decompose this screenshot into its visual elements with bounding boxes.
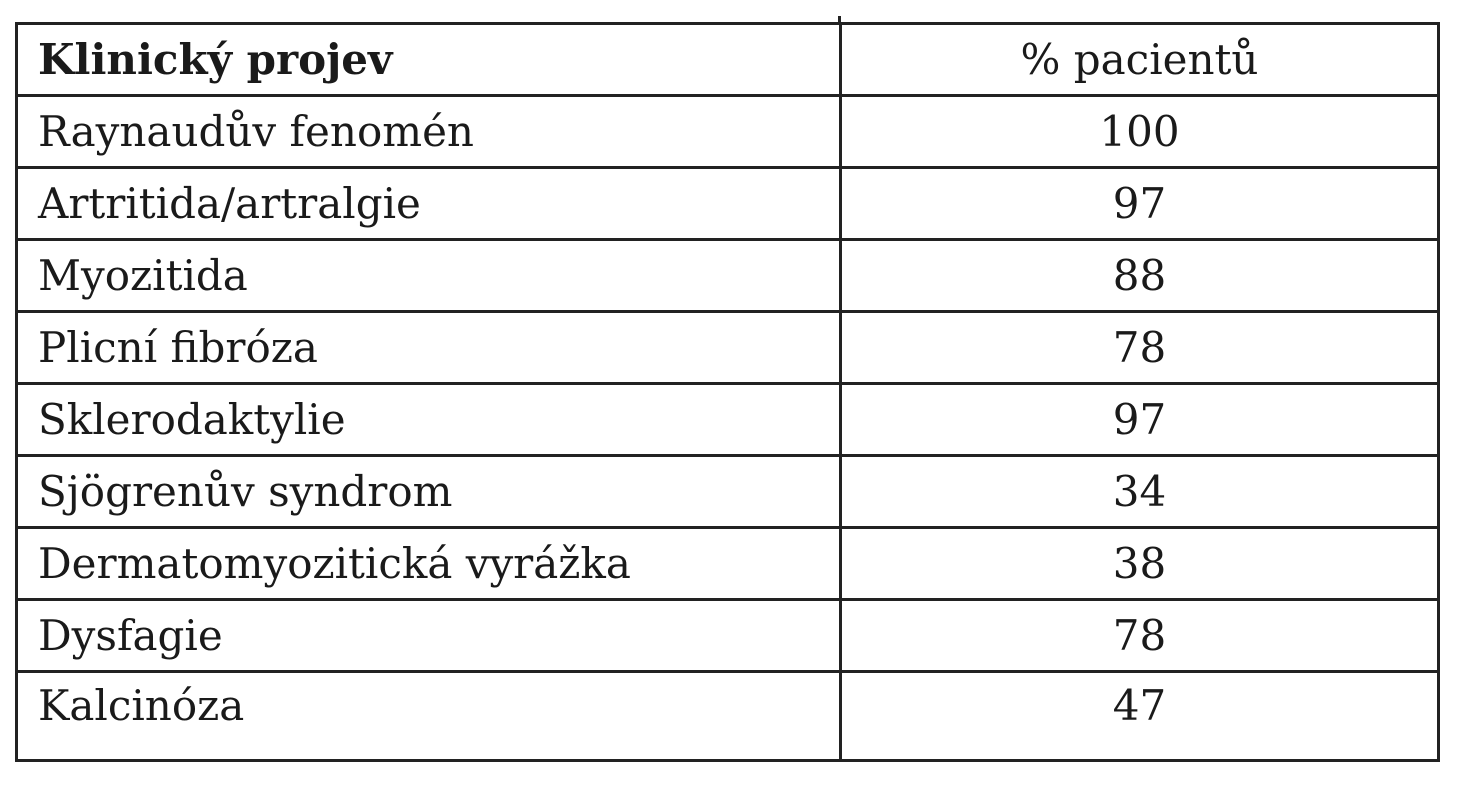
row-value: 88 <box>841 240 1439 312</box>
row-value: 78 <box>841 312 1439 384</box>
table-row <box>17 456 1439 528</box>
table-row <box>17 528 1439 600</box>
table-row <box>17 168 1439 240</box>
table-row <box>17 96 1439 168</box>
row-value: 38 <box>841 528 1439 600</box>
row-label: Raynaudův fenomén <box>17 96 841 168</box>
row-label: Dysfagie <box>17 600 841 672</box>
row-label: Artritida/artralgie <box>17 168 841 240</box>
header-percent-patients: % pacientů <box>841 24 1439 96</box>
row-label: Plicní fibróza <box>17 312 841 384</box>
table-row <box>17 240 1439 312</box>
table-row <box>17 384 1439 456</box>
row-label: Myozitida <box>17 240 841 312</box>
row-label: Kalcinóza <box>17 672 841 761</box>
row-label: Sjögrenův syndrom <box>17 456 841 528</box>
row-value: 47 <box>841 672 1439 761</box>
table-row <box>17 600 1439 672</box>
clinical-features-table <box>15 22 1440 762</box>
table-header-row <box>17 24 1439 96</box>
table-row <box>17 672 1439 761</box>
table-row <box>17 312 1439 384</box>
row-label: Sklerodaktylie <box>17 384 841 456</box>
row-label: Dermatomyozitická vyrážka <box>17 528 841 600</box>
row-value: 34 <box>841 456 1439 528</box>
row-value: 100 <box>841 96 1439 168</box>
row-value: 97 <box>841 384 1439 456</box>
row-value: 78 <box>841 600 1439 672</box>
row-value: 97 <box>841 168 1439 240</box>
header-clinical-feature: Klinický projev <box>17 24 841 96</box>
clinical-table-container <box>15 22 1437 762</box>
